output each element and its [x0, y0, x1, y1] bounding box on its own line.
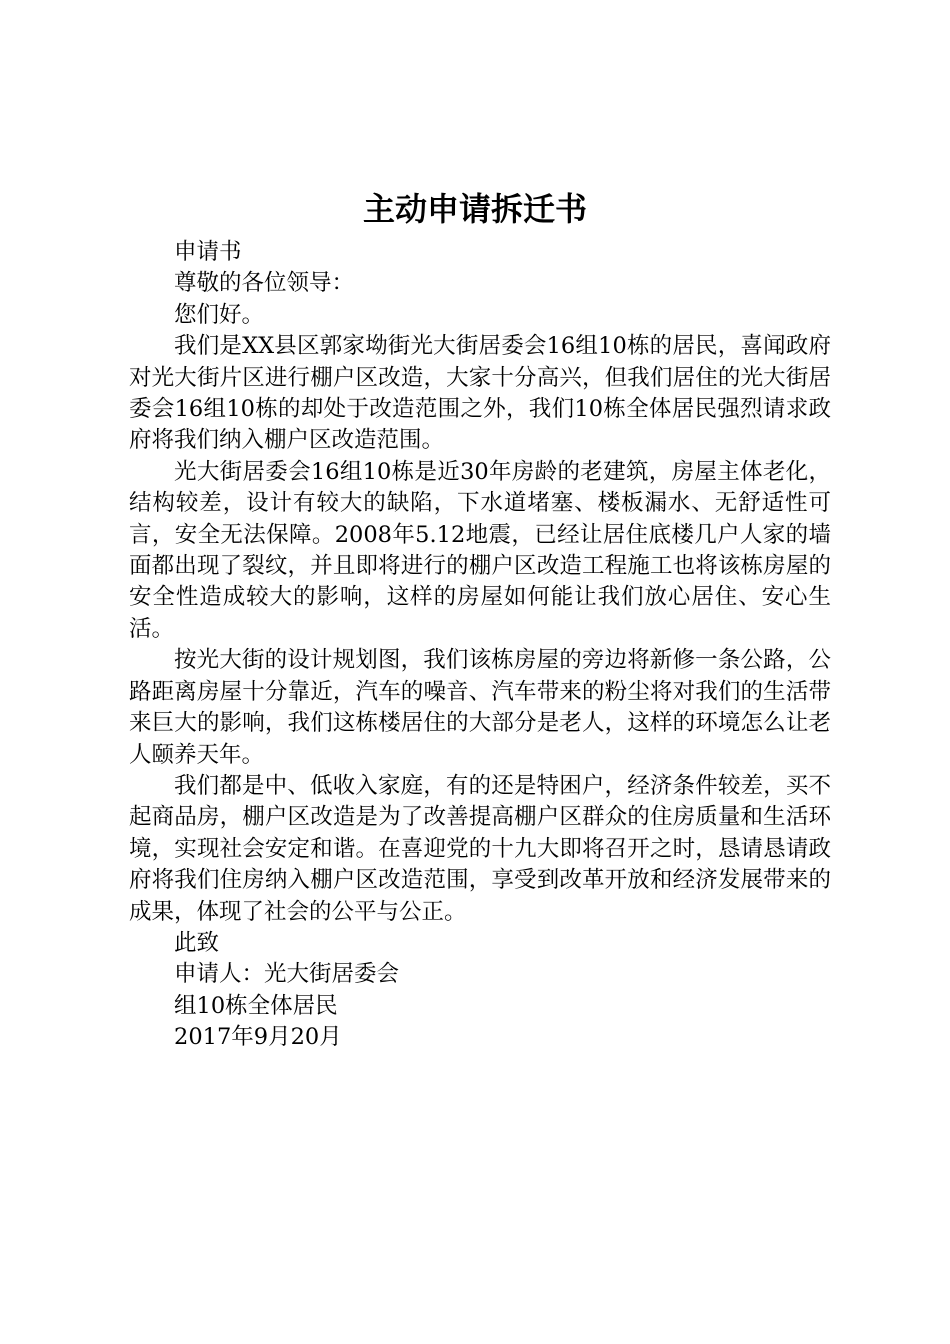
applicant-group: 组10栋全体居民: [174, 992, 338, 1019]
document-title: 主动申请拆迁书: [362, 190, 587, 228]
document-date: 2017年9月20月: [174, 1024, 342, 1051]
body-paragraph: 按光大街的设计规划图，我们该栋房屋的旁边将新修一条公路，公路距离房屋十分靠近，汽车的噪音、汽车带来的粉尘将对我们的生活带来巨大的影响，我们这栋楼居住的大部分是老人，这样的环境怎么让老人颐养天年。: [129, 647, 831, 768]
body-paragraph: 我们都是中、低收入家庭，有的还是特困户，经济条件较差，买不起商品房，棚户区改造是为了改善提高棚户区群众的住房质量和生活环境，实现社会安定和谐。在喜迎党的十九大即将召开之时，恳请恳请政府将我们住房纳入棚户区改造范围，享受到改革开放和经济发展带来的成果，体现了社会的公平与公正。: [129, 772, 831, 925]
document-body: [129, 237, 831, 1054]
document-heading: 申请书: [174, 239, 242, 265]
salutation: 尊敬的各位领导：: [174, 270, 355, 297]
greeting: 您们好。: [174, 301, 265, 328]
applicant: 申请人：光大街居委会: [174, 961, 400, 988]
body-paragraph: 我们是XX县区郭家坳街光大街居委会16组10栋的居民，喜闻政府对光大街片区进行棚户区改造，大家十分高兴，但我们居住的光大街居委会16组10栋的却处于改造范围之外，我们10栋全体居民强烈请求政府将我们纳入棚户区改造范围。: [129, 333, 831, 454]
body-paragraph: 光大街居委会16组10栋是近30年房龄的老建筑，房屋主体老化，结构较差，设计有较大的缺陷，下水道堵塞、楼板漏水、无舒适性可言，安全无法保障。2008年5.12地震，已经让居住底楼几户人家的墙面都出现了裂纹，并且即将进行的棚户区改造工程施工也将该栋房屋的安全性造成较大的影响，这样的房屋如何能让我们放心居住、安心生活。: [129, 458, 831, 642]
closing: 此致: [174, 929, 220, 956]
